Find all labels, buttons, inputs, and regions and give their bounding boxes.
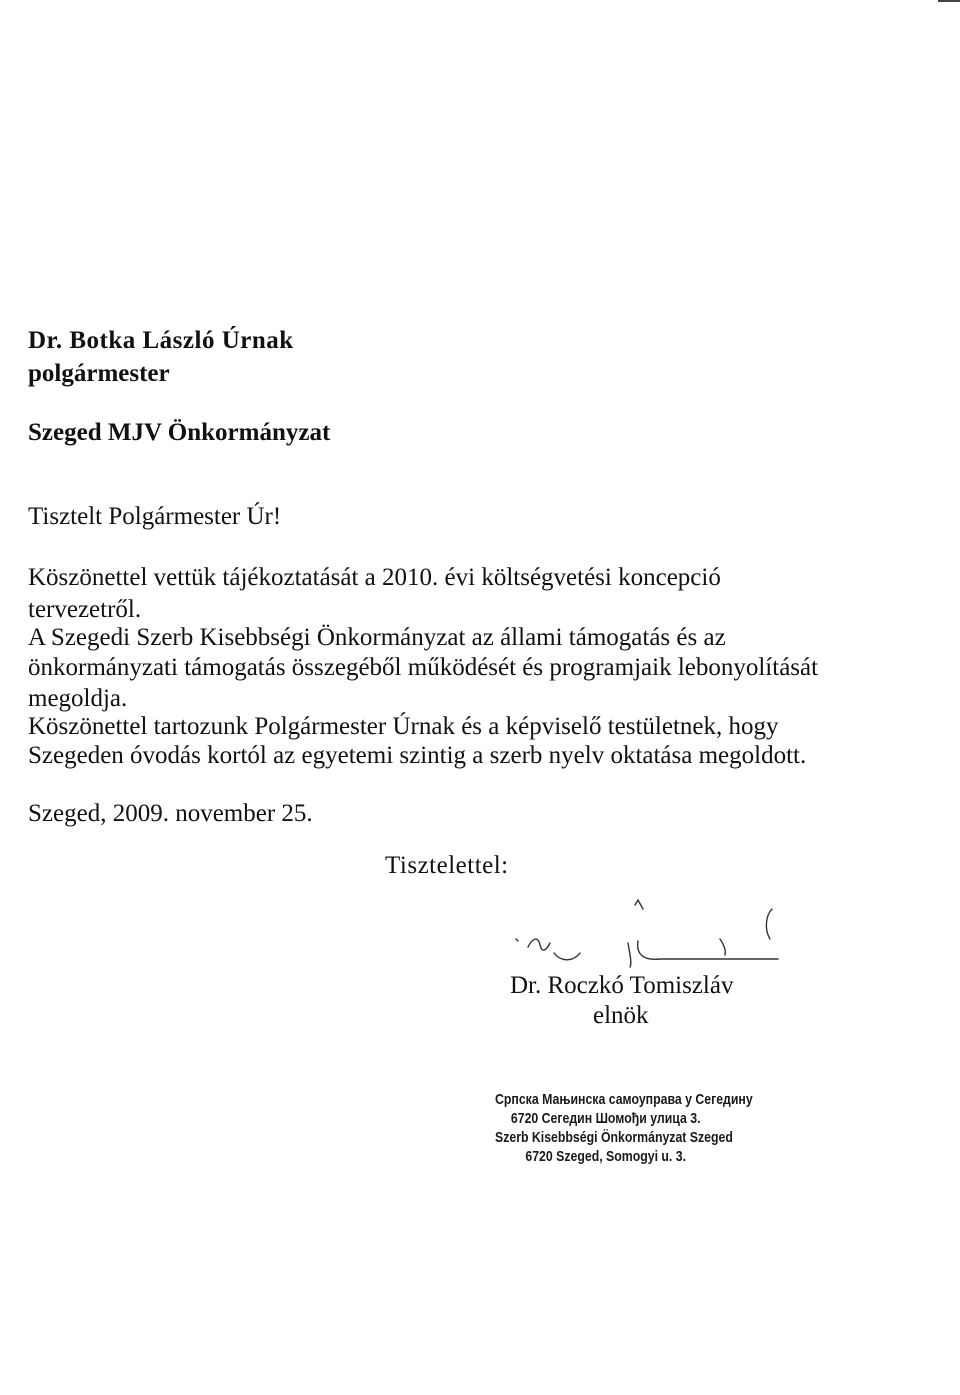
place-date: Szeged, 2009. november 25.	[28, 800, 313, 827]
stamp-line: 6720 Сегедин Шомођи улица 3.	[510, 1110, 701, 1127]
body-line: Köszönettel vettük tájékoztatását a 2010. évi költségvetési koncepció	[28, 564, 721, 591]
body-line: Szegeden óvodás kortól az egyetemi szintig a szerb nyelv oktatása megoldott.	[28, 742, 807, 769]
recipient-name: Dr. Botka László Úrnak	[28, 327, 294, 354]
stamp-line: Szerb Kisebbségi Önkormányzat Szeged	[495, 1129, 733, 1146]
body-line: Köszönettel tartozunk Polgármester Úrnak és a képviselő testületnek, hogy	[28, 713, 779, 740]
body-line: önkormányzati támogatás összegéből működését és programjaik lebonyolítását	[28, 654, 819, 681]
signatory-name: Dr. Roczkó Tomiszláv	[510, 972, 734, 999]
handwritten-signature	[510, 895, 785, 975]
recipient-title: polgármester	[28, 360, 170, 387]
salutation: Tisztelt Polgármester Úr!	[28, 503, 282, 530]
stamp-line: 6720 Szeged, Somogyi u. 3.	[525, 1148, 687, 1165]
body-line: tervezetről.	[28, 596, 142, 623]
closing: Tisztelettel:	[385, 852, 509, 879]
signatory-role: elnök	[593, 1002, 649, 1029]
body-line: A Szegedi Szerb Kisebbségi Önkormányzat az állami támogatás és az	[28, 624, 726, 651]
official-stamp	[495, 1090, 753, 1166]
body-line: megoldja.	[28, 685, 128, 712]
corner-mark	[938, 0, 960, 2]
recipient-organization: Szeged MJV Önkormányzat	[28, 419, 331, 446]
stamp-line: Српска Мањинска самоуправа у Сегедину	[495, 1091, 753, 1108]
